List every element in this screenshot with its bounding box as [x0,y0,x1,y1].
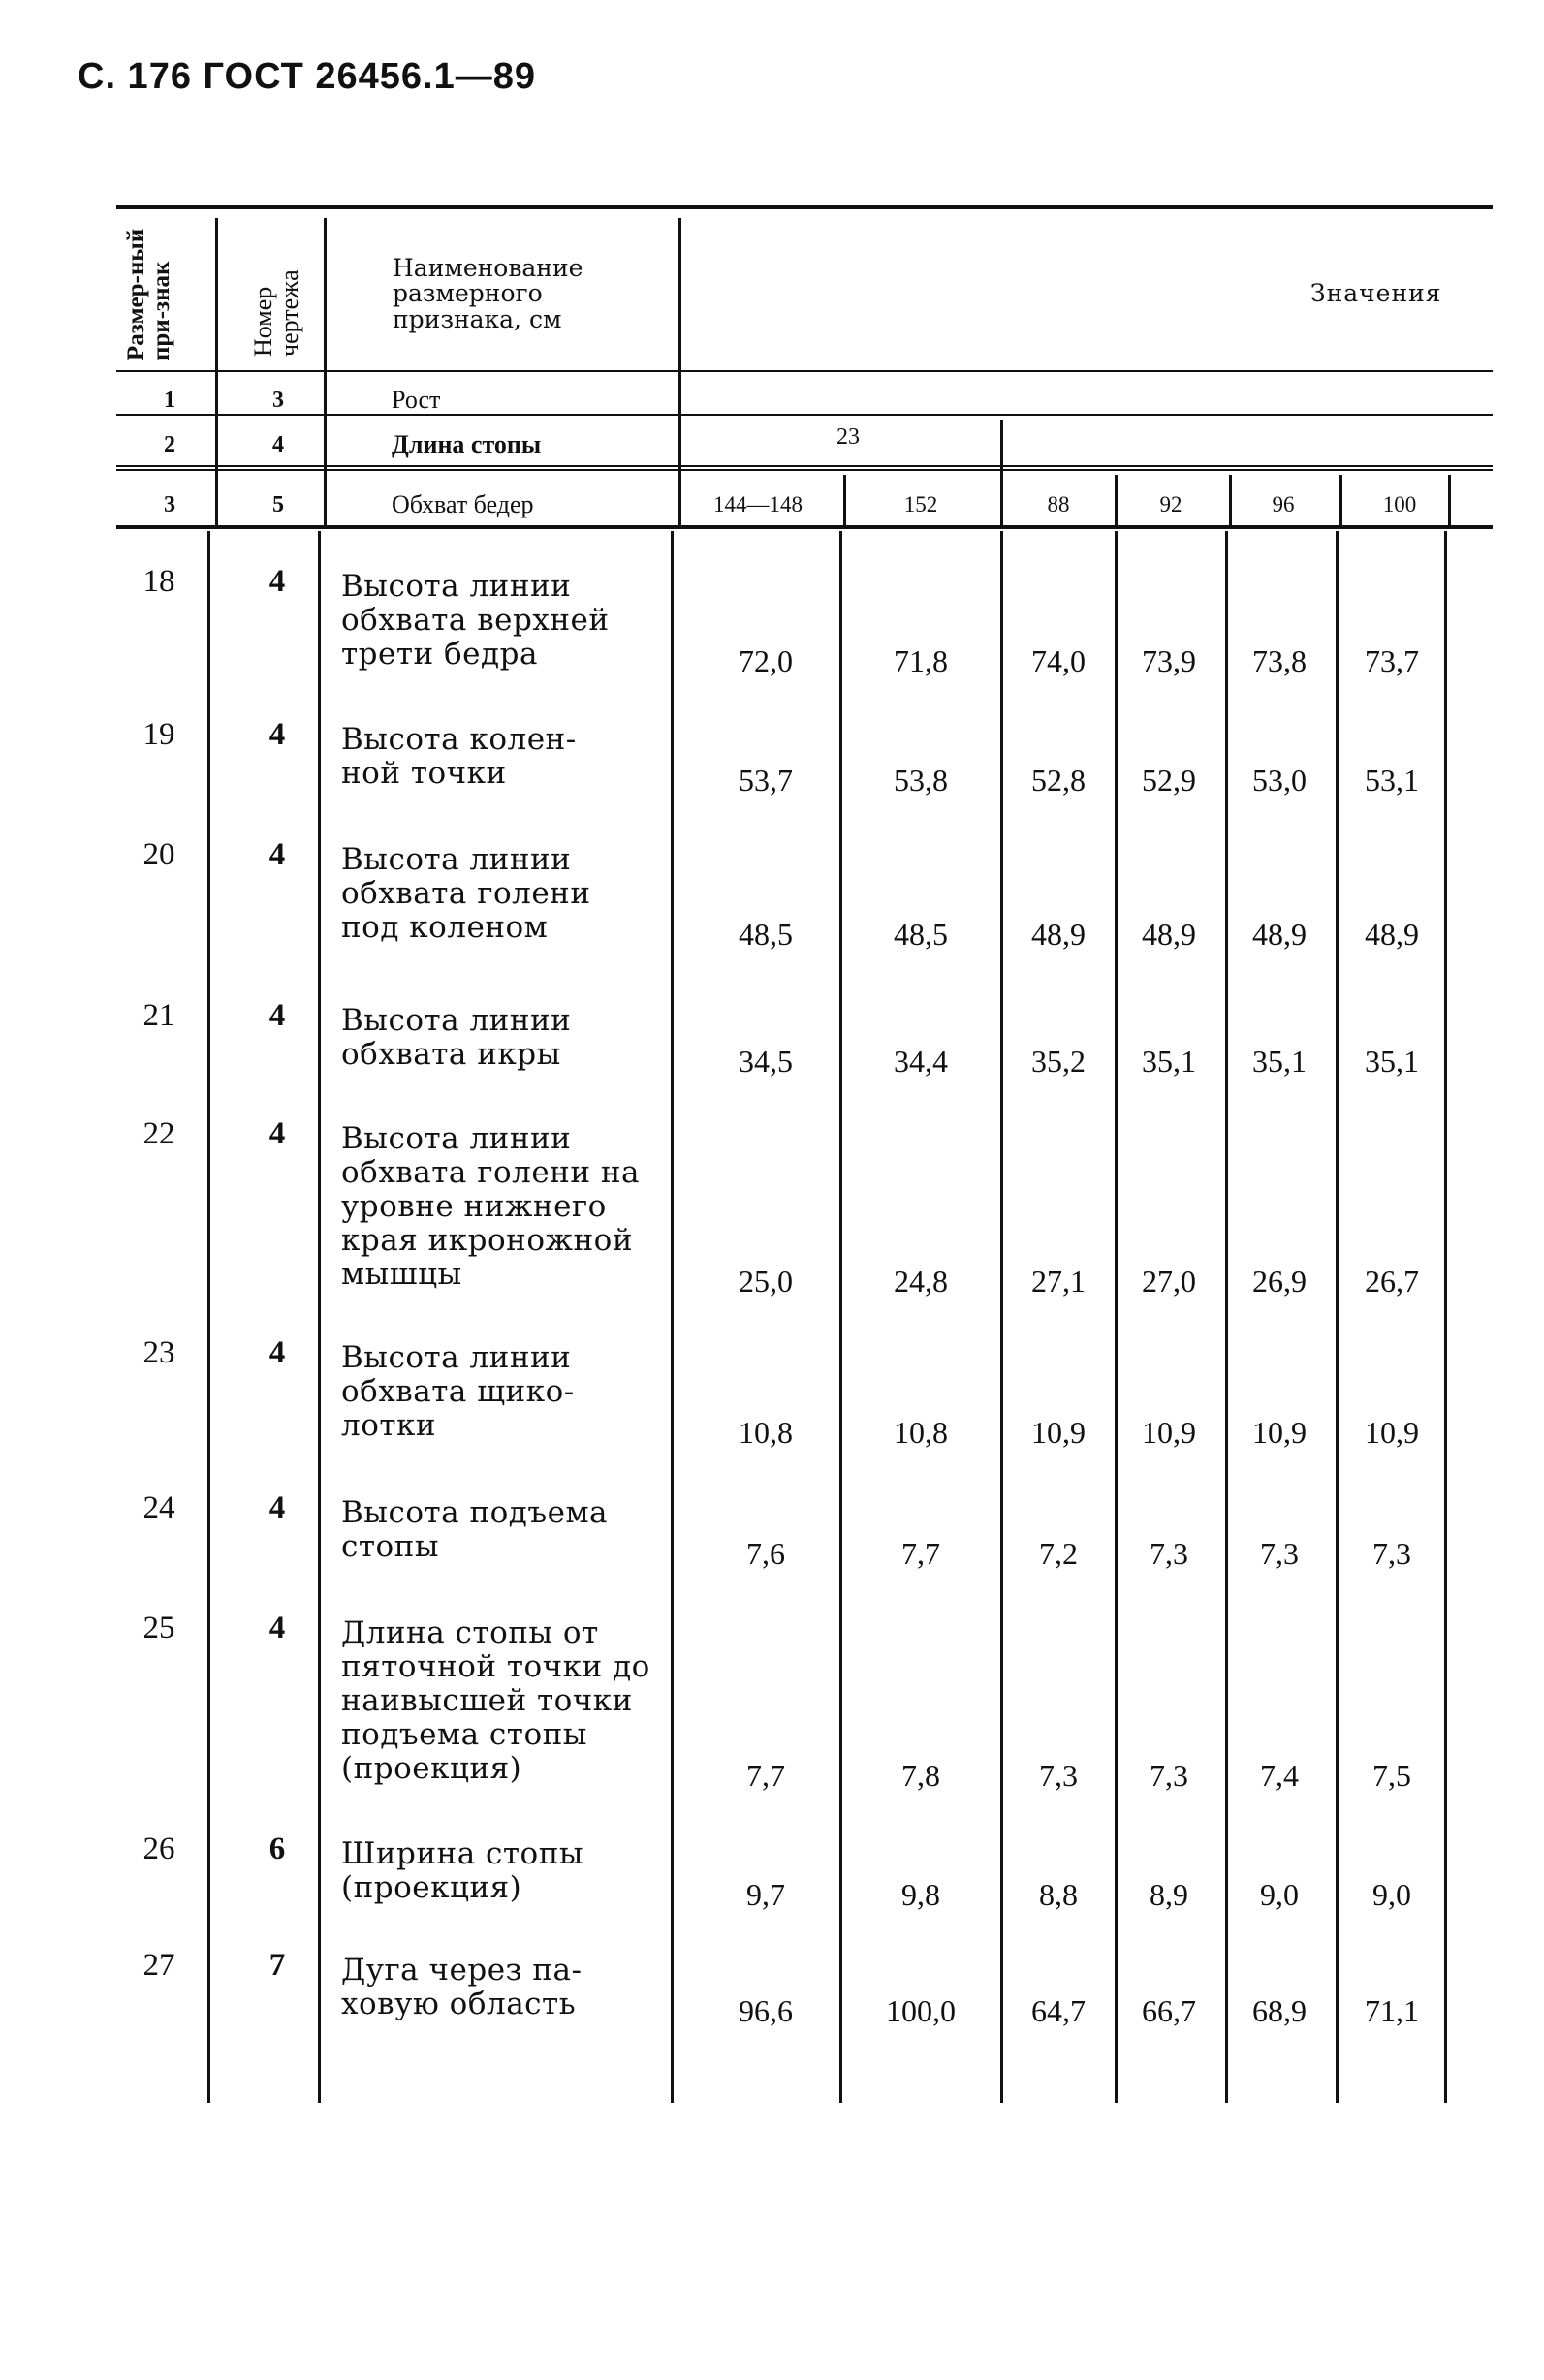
header-row-value: 152 [903,492,938,517]
row-value: 66,7 [1142,1993,1196,2028]
row-name-line: лотки [341,1408,437,1443]
row-value: 34,5 [739,1044,793,1079]
row-value: 53,7 [739,763,793,798]
row-value: 7,7 [746,1758,785,1793]
row-value: 27,1 [1031,1264,1086,1299]
row-value: 9,0 [1372,1877,1411,1912]
row-drawing: 6 [268,1832,286,1866]
row-value: 10,8 [739,1415,793,1450]
row-name-line: Высота линии [341,569,572,604]
header-row-value: 100 [1382,492,1417,517]
row-number: 22 [142,1116,175,1151]
row-value: 74,0 [1031,643,1086,678]
row-name-line: Ширина стопы [341,1836,584,1871]
header-col3: Наименование размерного признака, см [393,254,583,333]
row-value: 7,5 [1372,1758,1411,1793]
header-row-name: Длина стопы [392,430,542,458]
header-values: Значения [1310,279,1442,307]
row-value: 10,9 [1252,1415,1307,1450]
table-top-rule [116,205,1493,209]
row-value: 10,9 [1142,1415,1196,1450]
row-number: 26 [142,1832,175,1866]
row-value: 8,8 [1039,1877,1078,1912]
row-value: 73,9 [1142,643,1196,678]
row-value: 71,1 [1365,1993,1419,2028]
row-name [341,1004,661,1072]
row-value: 53,0 [1252,763,1307,798]
row-value: 73,7 [1365,643,1419,678]
row-name [341,570,661,672]
row-drawing: 4 [268,717,286,752]
row-value: 71,8 [894,643,948,678]
header-row-drawing: 4 [272,432,284,457]
row-name-line: ховую область [341,1987,577,2021]
header-row-value: 88 [1047,492,1070,517]
row-name [341,1837,661,1905]
row-name-line: уровне нижнего [341,1189,607,1224]
row-name-line: ной точки [341,756,507,791]
col-sep-4-body [839,531,842,2103]
row-value: 7,4 [1260,1758,1299,1793]
row-name-line: Дуга через па- [341,1953,583,1988]
row-value: 73,8 [1252,643,1307,678]
row-name-line: обхвата верхней [341,603,610,638]
row-value: 9,0 [1260,1877,1299,1912]
row-drawing: 7 [268,1948,286,1983]
row-value: 7,3 [1260,1536,1299,1571]
row-stopa-rule [116,465,1493,467]
row-value: 96,6 [739,1993,793,2028]
row-value: 7,3 [1150,1758,1188,1793]
row-number: 24 [142,1490,175,1525]
row-name [341,1122,661,1292]
row-rost-rule [116,414,1493,416]
row-value: 48,9 [1252,917,1307,952]
row-name-line: (проекция) [341,1751,522,1786]
row-value: 52,8 [1031,763,1086,798]
header-final-rule [116,525,1493,529]
row-value: 26,7 [1365,1264,1419,1299]
row-name-line: под коленом [341,910,549,945]
row-name [341,1954,661,2021]
col-sep-3-body [671,531,674,2103]
row-value: 53,1 [1365,763,1419,798]
row-name-line: трети бедра [341,637,538,672]
row-value: 48,9 [1365,917,1419,952]
row-value: 8,9 [1150,1877,1188,1912]
row-drawing: 4 [268,998,286,1033]
header-row-drawing: 5 [272,492,284,517]
row-name-line: Высота линии [341,1121,572,1156]
row-value: 7,3 [1372,1536,1411,1571]
col-sep-1-body [207,531,210,2103]
col-sep-2-body [318,531,321,2103]
row-value: 48,5 [739,917,793,952]
row-name-line: Высота колен- [341,722,577,757]
row-name-line: края икроножной [341,1223,633,1258]
row-name-line: подъема стопы [341,1717,587,1752]
row-number: 21 [142,998,175,1033]
row-drawing: 4 [268,564,286,599]
header-row-name: Рост [392,386,441,414]
col-sep-2-top [324,218,327,526]
row-value: 24,8 [894,1264,948,1299]
row-value: 7,7 [901,1536,940,1571]
row-name [341,1496,661,1564]
col-sep-3-top [678,218,681,526]
header-row-value: 23 [836,424,860,450]
header-row-value: 96 [1272,492,1295,517]
row-name-line: обхвата икры [341,1037,561,1072]
row-value: 9,8 [901,1877,940,1912]
row-value: 10,8 [894,1415,948,1450]
row-value: 35,1 [1365,1044,1419,1079]
row-name-line: Высота линии [341,1340,572,1375]
row-value: 9,7 [746,1877,785,1912]
row-value: 27,0 [1142,1264,1196,1299]
row-value: 68,9 [1252,1993,1307,2028]
row-name-line: мышцы [341,1257,462,1292]
row-stopa-rule-2 [116,469,1493,471]
row-value: 52,9 [1142,763,1196,798]
row-value: 64,7 [1031,1993,1086,2028]
col-sep-1-top [215,218,218,526]
header-bottom-rule [116,370,1493,372]
row-drawing: 4 [268,1335,286,1370]
header-row-num: 1 [164,388,175,413]
row-name [341,1616,661,1786]
row-number: 20 [142,837,175,872]
header-row-drawing: 3 [272,388,284,413]
row-number: 18 [142,564,175,599]
row-name-line: Высота линии [341,842,572,877]
page-header: С. 176 ГОСТ 26456.1—89 [78,56,537,97]
header-col1: Размер-ный при-знак [123,228,175,360]
row-value: 35,2 [1031,1044,1086,1079]
row-value: 7,8 [901,1758,940,1793]
row-value: 7,2 [1039,1536,1078,1571]
row-name-line: обхвата голени на [341,1155,640,1190]
row-number: 27 [142,1948,175,1983]
row-drawing: 4 [268,1490,286,1525]
row-value: 26,9 [1252,1264,1307,1299]
header-row-value: 144—148 [713,492,803,517]
row-name [341,723,661,791]
header-row-num: 2 [164,432,175,457]
row-value: 48,9 [1031,917,1086,952]
row-name-line: обхвата голени [341,876,591,911]
row-name-line: пяточной точки до [341,1649,650,1684]
row-name-line: (проекция) [341,1870,522,1905]
row-value: 10,9 [1031,1415,1086,1450]
row-value: 34,4 [894,1044,948,1079]
row-value: 35,1 [1252,1044,1307,1079]
row-value: 48,5 [894,917,948,952]
row-name-line: обхвата щико- [341,1374,575,1409]
row-value: 53,8 [894,763,948,798]
header-row-value: 92 [1159,492,1182,517]
header-row-num: 3 [164,492,175,517]
row-value: 7,3 [1150,1536,1188,1571]
col-sep-v1-hdr [843,475,846,525]
row-drawing: 4 [268,837,286,872]
row-drawing: 4 [268,1116,286,1151]
row-value: 7,3 [1039,1758,1078,1793]
row-name-line: Высота линии [341,1003,572,1038]
row-value: 100,0 [886,1993,956,2028]
row-number: 25 [142,1611,175,1645]
header-row-name: Обхват бедер [392,490,534,518]
row-name [341,1341,661,1443]
row-value: 10,9 [1365,1415,1419,1450]
row-name-line: наивысшей точки [341,1683,633,1718]
row-drawing: 4 [268,1611,286,1645]
row-value: 25,0 [739,1264,793,1299]
row-value: 7,6 [746,1536,785,1571]
row-value: 48,9 [1142,917,1196,952]
row-value: 72,0 [739,643,793,678]
row-number: 23 [142,1335,175,1370]
row-name-line: стопы [341,1529,440,1564]
row-name-line: Длина стопы от [341,1615,599,1650]
row-value: 35,1 [1142,1044,1196,1079]
header-col2: Номер чертежа [249,269,304,357]
row-number: 19 [142,717,175,752]
row-name-line: Высота подъема [341,1495,609,1530]
row-name [341,843,661,945]
